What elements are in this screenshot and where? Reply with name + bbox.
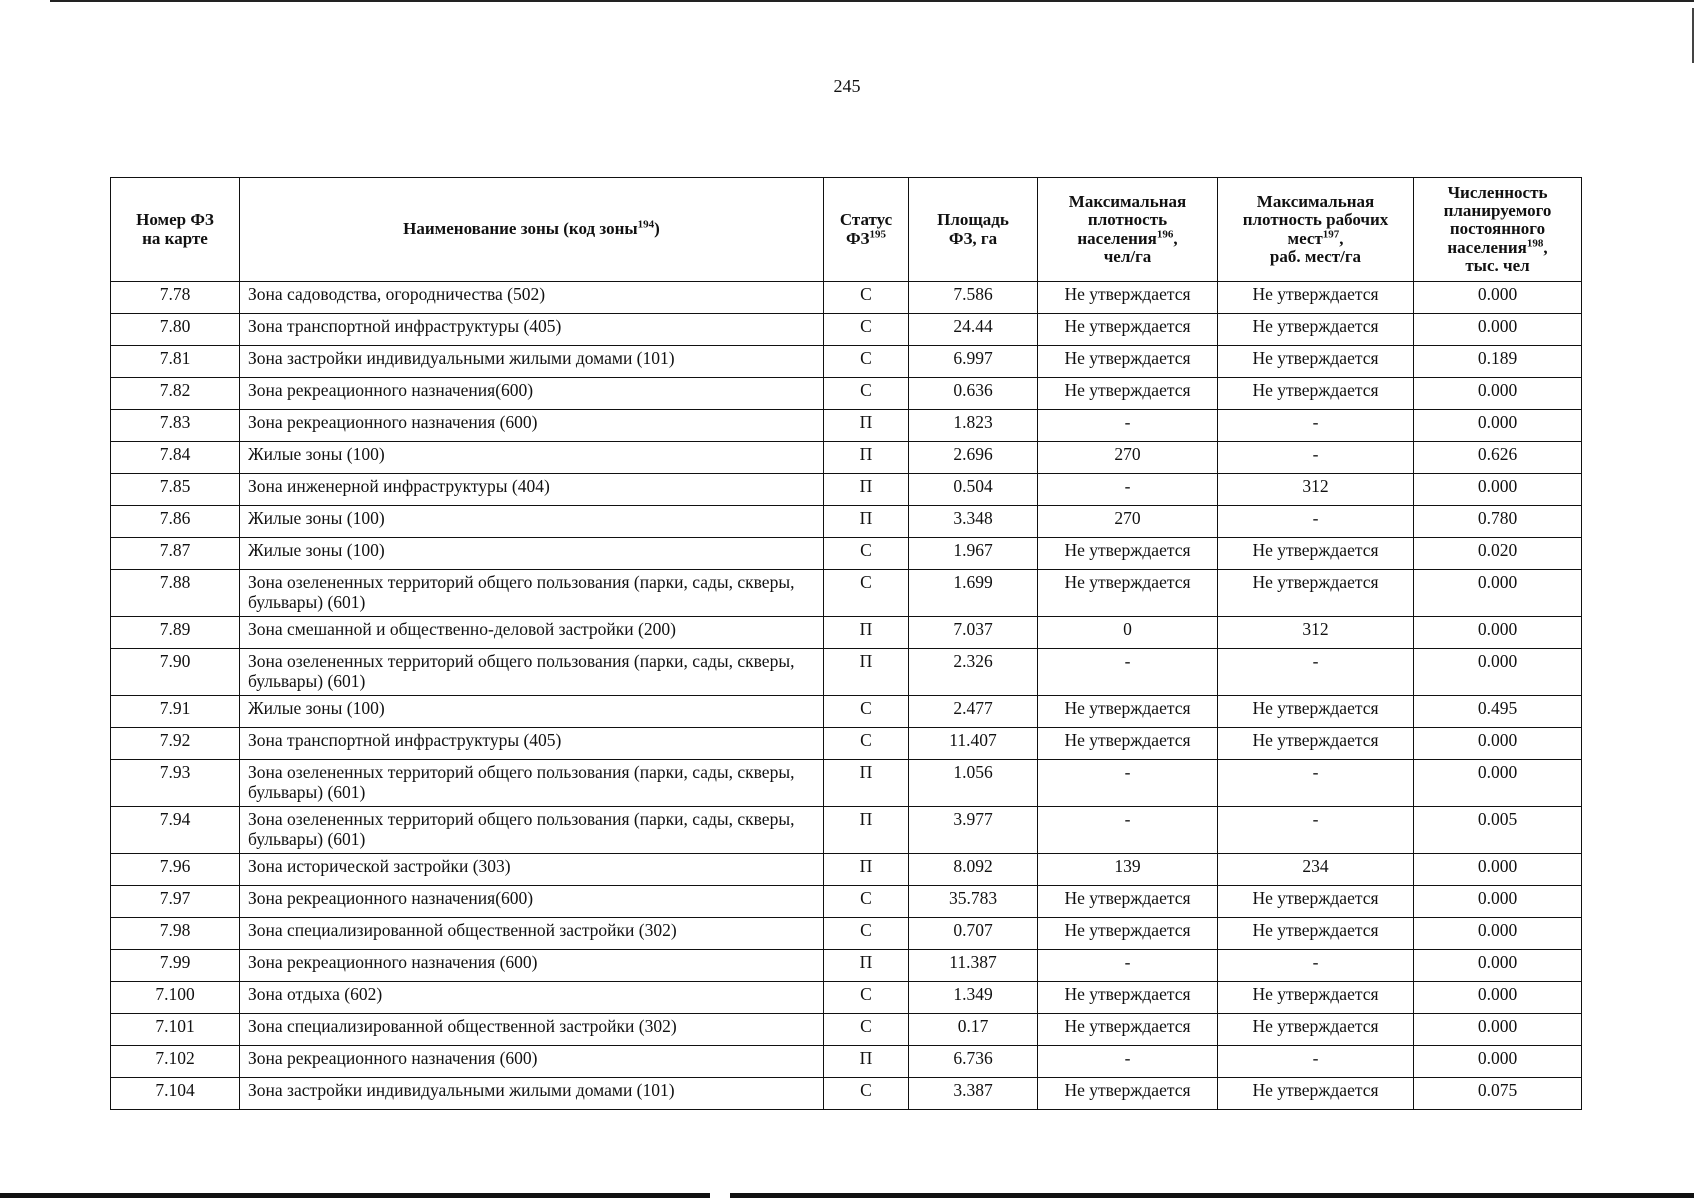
cell-area: 6.736 <box>909 1046 1038 1078</box>
header-planned-population-comma: , <box>1543 237 1548 257</box>
cell-jobs-density: Не утверждается <box>1218 1078 1414 1110</box>
cell-status: П <box>824 506 909 538</box>
cell-jobs-density: 312 <box>1218 474 1414 506</box>
header-status-line2: ФЗ <box>845 228 870 248</box>
table-header <box>111 178 1582 282</box>
table-row <box>111 314 1582 346</box>
cell-status: С <box>824 282 909 314</box>
cell-population-density: Не утверждается <box>1038 886 1218 918</box>
header-planned-population-text: Численность планируемого постоянного населения <box>1443 182 1552 257</box>
cell-area: 3.348 <box>909 506 1038 538</box>
cell-zone-name: Зона смешанной и общественно-деловой застройки (200) <box>240 617 824 649</box>
cell-area: 11.407 <box>909 728 1038 760</box>
table-row <box>111 854 1582 886</box>
header-planned-population <box>1414 178 1582 282</box>
table-row <box>111 649 1582 696</box>
cell-planned-population: 0.000 <box>1414 410 1582 442</box>
cell-zone-name: Зона транспортной инфраструктуры (405) <box>240 728 824 760</box>
cell-planned-population: 0.000 <box>1414 314 1582 346</box>
cell-jobs-density: Не утверждается <box>1218 728 1414 760</box>
cell-population-density: - <box>1038 950 1218 982</box>
cell-status: П <box>824 617 909 649</box>
cell-area: 0.17 <box>909 1014 1038 1046</box>
table-row <box>111 570 1582 617</box>
table-row <box>111 442 1582 474</box>
scan-edge-top <box>50 0 1694 2</box>
cell-zone-number: 7.88 <box>111 570 240 617</box>
cell-area: 1.056 <box>909 760 1038 807</box>
cell-zone-name: Зона специализированной общественной застройки (302) <box>240 918 824 950</box>
table-row <box>111 1078 1582 1110</box>
cell-zone-number: 7.85 <box>111 474 240 506</box>
cell-zone-number: 7.96 <box>111 854 240 886</box>
cell-area: 8.092 <box>909 854 1038 886</box>
table-row <box>111 728 1582 760</box>
cell-planned-population: 0.000 <box>1414 570 1582 617</box>
table-row <box>111 696 1582 728</box>
cell-status: С <box>824 378 909 410</box>
cell-zone-number: 7.87 <box>111 538 240 570</box>
cell-planned-population: 0.000 <box>1414 918 1582 950</box>
cell-planned-population: 0.000 <box>1414 617 1582 649</box>
footnote-ref-196: 196 <box>1156 227 1174 240</box>
cell-planned-population: 0.000 <box>1414 982 1582 1014</box>
cell-jobs-density: Не утверждается <box>1218 696 1414 728</box>
header-status <box>824 178 909 282</box>
cell-jobs-density: Не утверждается <box>1218 538 1414 570</box>
cell-jobs-density: Не утверждается <box>1218 918 1414 950</box>
cell-zone-number: 7.86 <box>111 506 240 538</box>
cell-status: С <box>824 570 909 617</box>
cell-jobs-density: - <box>1218 506 1414 538</box>
table-row <box>111 474 1582 506</box>
header-zone-name-text: Наименование зоны (код зоны <box>403 219 638 239</box>
cell-zone-name: Зона застройки индивидуальными жилыми домами (101) <box>240 1078 824 1110</box>
cell-zone-name: Зона рекреационного назначения(600) <box>240 886 824 918</box>
cell-population-density: - <box>1038 807 1218 854</box>
cell-area: 24.44 <box>909 314 1038 346</box>
cell-jobs-density: - <box>1218 442 1414 474</box>
table-row <box>111 410 1582 442</box>
cell-population-density: Не утверждается <box>1038 1014 1218 1046</box>
header-area <box>909 178 1038 282</box>
cell-zone-name: Зона специализированной общественной застройки (302) <box>240 1014 824 1046</box>
cell-planned-population: 0.189 <box>1414 346 1582 378</box>
cell-area: 3.387 <box>909 1078 1038 1110</box>
cell-area: 2.326 <box>909 649 1038 696</box>
cell-status: С <box>824 886 909 918</box>
cell-zone-name: Жилые зоны (100) <box>240 696 824 728</box>
cell-population-density: Не утверждается <box>1038 314 1218 346</box>
cell-jobs-density: Не утверждается <box>1218 886 1414 918</box>
cell-population-density: Не утверждается <box>1038 538 1218 570</box>
cell-planned-population: 0.780 <box>1414 506 1582 538</box>
table-row <box>111 807 1582 854</box>
cell-jobs-density: Не утверждается <box>1218 314 1414 346</box>
cell-planned-population: 0.000 <box>1414 649 1582 696</box>
cell-planned-population: 0.000 <box>1414 1046 1582 1078</box>
header-status-line1: Статус <box>839 210 893 230</box>
footnote-ref-195: 195 <box>869 227 887 240</box>
cell-status: С <box>824 696 909 728</box>
cell-zone-name: Зона инженерной инфраструктуры (404) <box>240 474 824 506</box>
cell-jobs-density: - <box>1218 1046 1414 1078</box>
cell-area: 7.037 <box>909 617 1038 649</box>
cell-population-density: 270 <box>1038 442 1218 474</box>
cell-status: П <box>824 410 909 442</box>
table-row <box>111 886 1582 918</box>
cell-jobs-density: Не утверждается <box>1218 982 1414 1014</box>
cell-planned-population: 0.075 <box>1414 1078 1582 1110</box>
cell-zone-number: 7.84 <box>111 442 240 474</box>
cell-zone-name: Жилые зоны (100) <box>240 506 824 538</box>
cell-zone-number: 7.81 <box>111 346 240 378</box>
cell-planned-population: 0.000 <box>1414 950 1582 982</box>
table-row <box>111 506 1582 538</box>
cell-population-density: Не утверждается <box>1038 1078 1218 1110</box>
cell-jobs-density: Не утверждается <box>1218 1014 1414 1046</box>
cell-zone-name: Зона застройки индивидуальными жилыми домами (101) <box>240 346 824 378</box>
cell-zone-number: 7.98 <box>111 918 240 950</box>
table-row <box>111 538 1582 570</box>
table-row <box>111 950 1582 982</box>
footnote-ref-198: 198 <box>1526 237 1544 250</box>
cell-zone-name: Зона исторической застройки (303) <box>240 854 824 886</box>
cell-area: 0.504 <box>909 474 1038 506</box>
cell-population-density: Не утверждается <box>1038 696 1218 728</box>
cell-zone-name: Зона садоводства, огородничества (502) <box>240 282 824 314</box>
cell-area: 35.783 <box>909 886 1038 918</box>
cell-planned-population: 0.000 <box>1414 886 1582 918</box>
cell-planned-population: 0.000 <box>1414 282 1582 314</box>
cell-zone-number: 7.80 <box>111 314 240 346</box>
cell-area: 1.823 <box>909 410 1038 442</box>
cell-status: С <box>824 1078 909 1110</box>
cell-status: С <box>824 346 909 378</box>
cell-planned-population: 0.495 <box>1414 696 1582 728</box>
table-row <box>111 982 1582 1014</box>
page-number: 245 <box>833 76 861 96</box>
header-zone-number-line2: на карте <box>142 228 208 248</box>
cell-zone-number: 7.102 <box>111 1046 240 1078</box>
cell-area: 7.586 <box>909 282 1038 314</box>
cell-population-density: Не утверждается <box>1038 982 1218 1014</box>
table-row <box>111 617 1582 649</box>
cell-status: С <box>824 1014 909 1046</box>
cell-zone-name: Зона озелененных территорий общего пользования (парки, сады, скверы, бульвары) (601) <box>240 649 824 696</box>
cell-planned-population: 0.000 <box>1414 728 1582 760</box>
header-area-line1: Площадь <box>937 210 1009 230</box>
cell-jobs-density: Не утверждается <box>1218 378 1414 410</box>
cell-area: 6.997 <box>909 346 1038 378</box>
cell-planned-population: 0.000 <box>1414 854 1582 886</box>
cell-population-density: - <box>1038 410 1218 442</box>
cell-population-density: - <box>1038 1046 1218 1078</box>
header-jobs-density-text: Максимальная плотность рабочих мест <box>1242 191 1389 248</box>
cell-planned-population: 0.000 <box>1414 474 1582 506</box>
cell-population-density: - <box>1038 474 1218 506</box>
header-jobs-density <box>1218 178 1414 282</box>
cell-planned-population: 0.000 <box>1414 1014 1582 1046</box>
cell-zone-number: 7.92 <box>111 728 240 760</box>
cell-zone-number: 7.101 <box>111 1014 240 1046</box>
header-zone-name <box>240 178 824 282</box>
cell-status: С <box>824 728 909 760</box>
cell-jobs-density: 312 <box>1218 617 1414 649</box>
cell-population-density: Не утверждается <box>1038 282 1218 314</box>
cell-status: С <box>824 918 909 950</box>
cell-planned-population: 0.000 <box>1414 378 1582 410</box>
cell-area: 11.387 <box>909 950 1038 982</box>
cell-zone-name: Зона озелененных территорий общего пользования (парки, сады, скверы, бульвары) (601) <box>240 807 824 854</box>
cell-population-density: 0 <box>1038 617 1218 649</box>
cell-zone-name: Зона отдыха (602) <box>240 982 824 1014</box>
table-row <box>111 378 1582 410</box>
cell-area: 1.349 <box>909 982 1038 1014</box>
scan-edge-bottom-left <box>0 1193 710 1198</box>
cell-jobs-density: Не утверждается <box>1218 346 1414 378</box>
cell-area: 2.477 <box>909 696 1038 728</box>
cell-population-density: Не утверждается <box>1038 570 1218 617</box>
cell-zone-name: Жилые зоны (100) <box>240 442 824 474</box>
cell-status: П <box>824 854 909 886</box>
cell-population-density: Не утверждается <box>1038 378 1218 410</box>
table-row <box>111 282 1582 314</box>
cell-area: 1.967 <box>909 538 1038 570</box>
zones-table <box>110 177 1582 1110</box>
header-zone-number <box>111 178 240 282</box>
cell-status: П <box>824 760 909 807</box>
cell-status: П <box>824 474 909 506</box>
header-zone-name-close: ) <box>654 219 660 239</box>
cell-status: С <box>824 314 909 346</box>
cell-planned-population: 0.000 <box>1414 760 1582 807</box>
cell-zone-name: Зона рекреационного назначения (600) <box>240 950 824 982</box>
cell-zone-name: Зона рекреационного назначения(600) <box>240 378 824 410</box>
cell-population-density: - <box>1038 649 1218 696</box>
table-row <box>111 918 1582 950</box>
table-body <box>111 282 1582 1110</box>
cell-jobs-density: Не утверждается <box>1218 570 1414 617</box>
cell-zone-number: 7.97 <box>111 886 240 918</box>
cell-planned-population: 0.626 <box>1414 442 1582 474</box>
cell-zone-name: Зона озелененных территорий общего пользования (парки, сады, скверы, бульвары) (601) <box>240 760 824 807</box>
cell-area: 2.696 <box>909 442 1038 474</box>
cell-area: 1.699 <box>909 570 1038 617</box>
cell-zone-name: Жилые зоны (100) <box>240 538 824 570</box>
table-row <box>111 760 1582 807</box>
header-population-density-comma: , <box>1173 228 1178 248</box>
cell-population-density: 139 <box>1038 854 1218 886</box>
header-planned-population-unit: тыс. чел <box>1465 256 1530 276</box>
cell-zone-number: 7.93 <box>111 760 240 807</box>
header-jobs-density-comma: , <box>1339 228 1344 248</box>
cell-status: П <box>824 649 909 696</box>
cell-jobs-density: - <box>1218 410 1414 442</box>
cell-zone-number: 7.99 <box>111 950 240 982</box>
cell-zone-number: 7.90 <box>111 649 240 696</box>
cell-jobs-density: 234 <box>1218 854 1414 886</box>
cell-status: С <box>824 538 909 570</box>
header-population-density-text: Максимальная плотность населения <box>1068 191 1187 248</box>
header-population-density-unit: чел/га <box>1103 246 1152 266</box>
cell-zone-number: 7.104 <box>111 1078 240 1110</box>
cell-zone-number: 7.82 <box>111 378 240 410</box>
header-jobs-density-unit: раб. мест/га <box>1269 246 1362 266</box>
table-row <box>111 346 1582 378</box>
cell-status: С <box>824 982 909 1014</box>
cell-jobs-density: - <box>1218 950 1414 982</box>
cell-jobs-density: - <box>1218 760 1414 807</box>
header-population-density <box>1038 178 1218 282</box>
cell-planned-population: 0.005 <box>1414 807 1582 854</box>
header-zone-number-line1: Номер ФЗ <box>136 210 214 230</box>
cell-status: П <box>824 807 909 854</box>
cell-area: 3.977 <box>909 807 1038 854</box>
cell-status: П <box>824 950 909 982</box>
cell-zone-number: 7.94 <box>111 807 240 854</box>
cell-zone-number: 7.78 <box>111 282 240 314</box>
cell-population-density: 270 <box>1038 506 1218 538</box>
cell-zone-name: Зона рекреационного назначения (600) <box>240 1046 824 1078</box>
cell-zone-number: 7.91 <box>111 696 240 728</box>
cell-zone-name: Зона озелененных территорий общего пользования (парки, сады, скверы, бульвары) (601) <box>240 570 824 617</box>
cell-zone-name: Зона рекреационного назначения (600) <box>240 410 824 442</box>
cell-area: 0.707 <box>909 918 1038 950</box>
header-area-line2: ФЗ, га <box>948 228 998 248</box>
cell-area: 0.636 <box>909 378 1038 410</box>
footnote-ref-194: 194 <box>637 218 655 231</box>
cell-population-density: Не утверждается <box>1038 728 1218 760</box>
header-row <box>111 178 1582 282</box>
cell-population-density: - <box>1038 760 1218 807</box>
cell-jobs-density: - <box>1218 649 1414 696</box>
scan-edge-bottom-right <box>730 1193 1694 1198</box>
cell-zone-number: 7.100 <box>111 982 240 1014</box>
cell-jobs-density: Не утверждается <box>1218 282 1414 314</box>
cell-status: П <box>824 1046 909 1078</box>
footnote-ref-197: 197 <box>1322 227 1340 240</box>
cell-population-density: Не утверждается <box>1038 918 1218 950</box>
cell-planned-population: 0.020 <box>1414 538 1582 570</box>
table-row <box>111 1014 1582 1046</box>
cell-zone-name: Зона транспортной инфраструктуры (405) <box>240 314 824 346</box>
cell-population-density: Не утверждается <box>1038 346 1218 378</box>
cell-zone-number: 7.83 <box>111 410 240 442</box>
cell-status: П <box>824 442 909 474</box>
table-row <box>111 1046 1582 1078</box>
cell-zone-number: 7.89 <box>111 617 240 649</box>
cell-jobs-density: - <box>1218 807 1414 854</box>
